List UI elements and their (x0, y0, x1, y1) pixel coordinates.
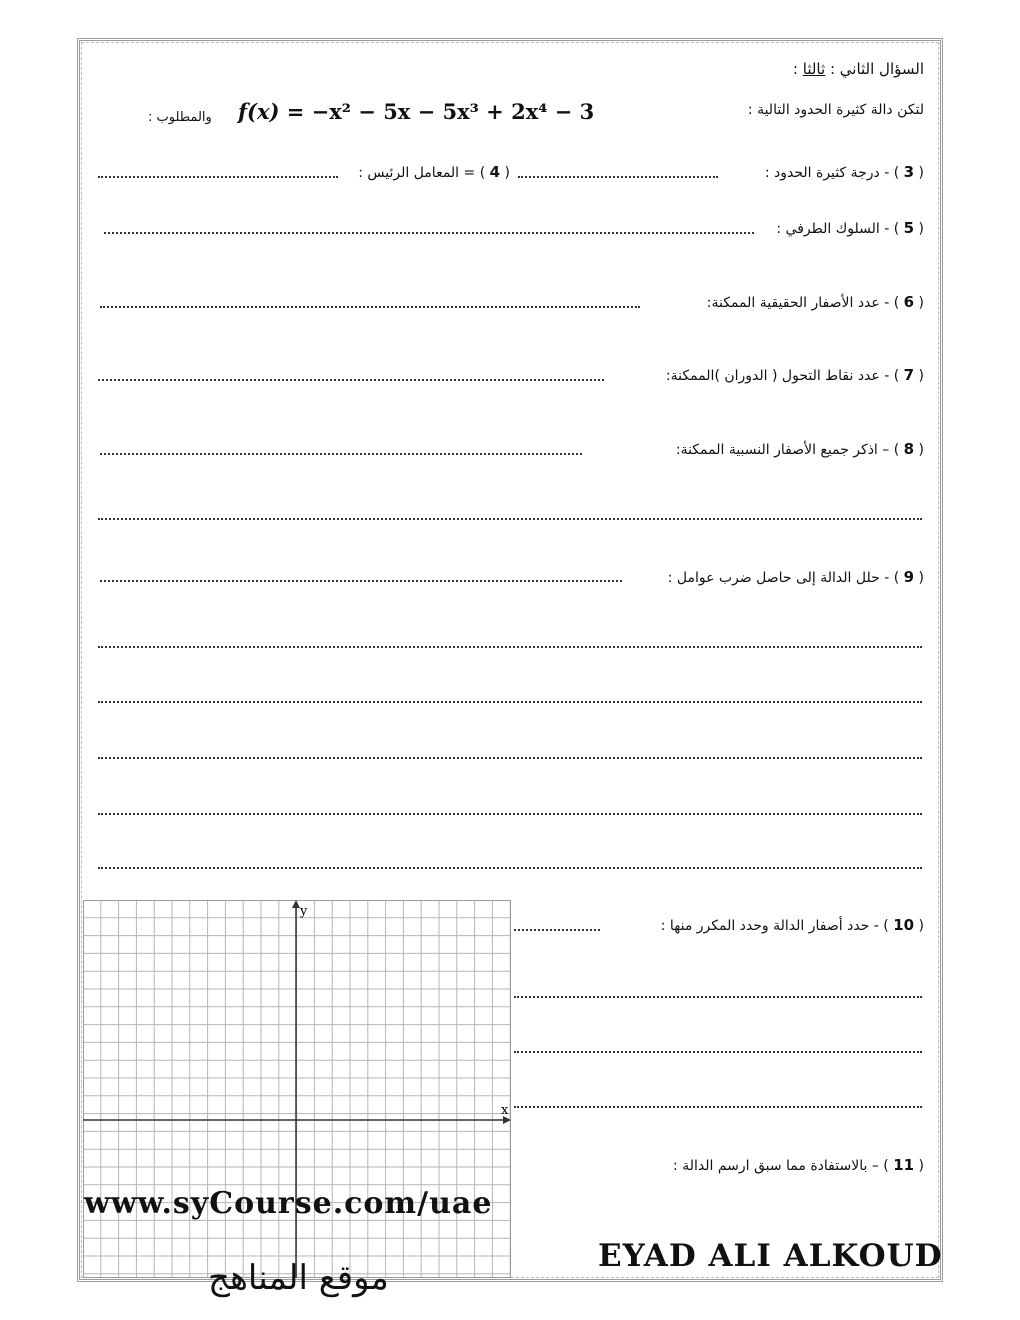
q5-label: - السلوك الطرفي : (776, 221, 890, 237)
website-url: www.syCourse.com/uae (84, 1186, 493, 1221)
q11-prompt: ( 11 ) – بالاستفادة مما سبق ارسم الدالة : (673, 1156, 924, 1174)
q4-number: 4 (489, 163, 501, 181)
q7-answer-line[interactable] (98, 379, 604, 381)
q4-answer-line[interactable] (98, 176, 338, 178)
q10-answer-line-4[interactable] (514, 1106, 922, 1108)
q3-answer-line[interactable] (518, 176, 718, 178)
q5-answer-line[interactable] (104, 232, 754, 234)
author-name: EYAD ALI ALKOUD (598, 1238, 943, 1274)
q9-label: - حلل الدالة إلى حاصل ضرب عوامل : (667, 570, 890, 586)
q3-prompt: ( 3 ) - درجة كثيرة الحدود : (764, 163, 924, 181)
q9-answer-line-5[interactable] (98, 813, 922, 815)
q8-answer-line-2[interactable] (98, 518, 922, 520)
q6-prompt: ( 6 ) - عدد الأصفار الحقيقية الممكنة: (706, 293, 924, 311)
x-axis-label: x (501, 1103, 509, 1118)
q10-answer-line[interactable] (514, 929, 600, 931)
q7-prompt: ( 7 ) - عدد نقاط التحول ( الدوران )الممكنة: (665, 366, 924, 384)
intro-text: لتكن دالة كثيرة الحدود التالية : (747, 102, 924, 118)
required-label: والمطلوب : (148, 110, 212, 125)
q9-answer-line-4[interactable] (98, 757, 922, 759)
q9-answer-line-2[interactable] (98, 646, 922, 648)
q3-number: 3 (903, 163, 915, 181)
q5-number: 5 (903, 219, 915, 237)
q6-number: 6 (903, 293, 915, 311)
q6-answer-line[interactable] (100, 306, 640, 308)
q3-label: - درجة كثيرة الحدود : (764, 165, 890, 181)
q10-label: - حدد أصفار الدالة وحدد المكرر منها : (660, 918, 879, 934)
q9-answer-line-3[interactable] (98, 701, 922, 703)
q4-prompt: ( 4 ) = المعامل الرئيس : (358, 163, 510, 181)
q5-prompt: ( 5 ) - السلوك الطرفي : (776, 219, 924, 237)
q8-prompt: ( 8 ) – اذكر جميع الأصفار النسبية الممكنة: (675, 440, 924, 458)
q8-label: – اذكر جميع الأصفار النسبية الممكنة: (675, 442, 890, 458)
header-colon: : (792, 60, 798, 78)
q9-answer-line-6[interactable] (98, 867, 922, 869)
header-subtitle: ثالثا (802, 60, 826, 78)
q6-label: - عدد الأصفار الحقيقية الممكنة: (706, 295, 890, 311)
formula-rhs: −x² − 5x − 5x³ + 2x⁴ − 3 (311, 99, 595, 124)
q11-label: – بالاستفادة مما سبق ارسم الدالة : (673, 1158, 879, 1174)
q7-label: - عدد نقاط التحول ( الدوران )الممكنة: (665, 368, 890, 384)
website-arabic-name: موقع المناهج (208, 1258, 389, 1298)
q10-answer-line-2[interactable] (514, 996, 922, 998)
function-formula (238, 99, 594, 124)
y-axis-arrow-icon (292, 900, 300, 908)
q10-prompt: ( 10 ) - حدد أصفار الدالة وحدد المكرر منها : (660, 916, 924, 934)
q9-prompt: ( 9 ) - حلل الدالة إلى حاصل ضرب عوامل : (667, 568, 924, 586)
q8-number: 8 (903, 440, 915, 458)
question-header (793, 60, 924, 78)
header-title: السؤال الثاني : (829, 60, 924, 78)
coordinate-grid[interactable] (83, 900, 511, 1278)
q7-number: 7 (903, 366, 915, 384)
q9-number: 9 (903, 568, 915, 586)
q11-number: 11 (893, 1156, 915, 1174)
formula-lhs: f(x) = (238, 99, 312, 124)
q10-number: 10 (893, 916, 915, 934)
q9-answer-line[interactable] (100, 580, 622, 582)
q8-answer-line[interactable] (100, 453, 582, 455)
y-axis-label: y (300, 904, 308, 919)
q4-label: = المعامل الرئيس : (358, 165, 476, 181)
q10-answer-line-3[interactable] (514, 1051, 922, 1053)
